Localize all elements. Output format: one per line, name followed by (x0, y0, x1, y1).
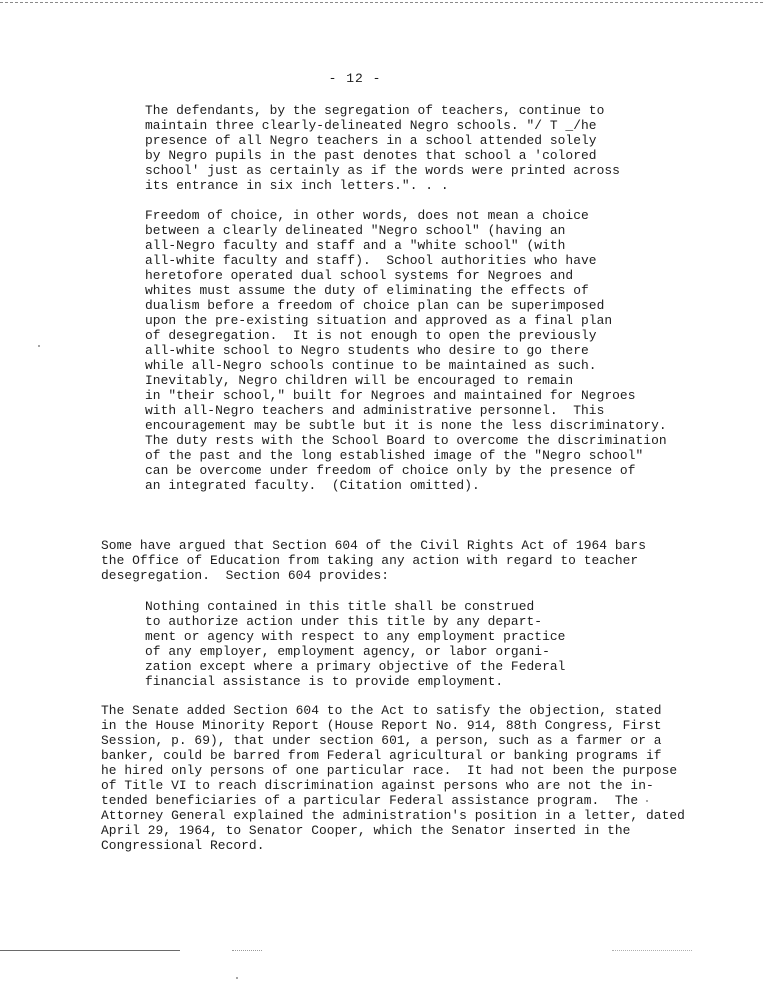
scan-speck (646, 800, 648, 802)
scan-speck (236, 977, 238, 979)
top-scan-edge (0, 2, 763, 3)
bottom-rule-dotted (232, 950, 262, 951)
block-quote-1: The defendants, by the segregation of teachers, continue to maintain three clearly-delineated Negro schools. "/ T _/he presence of all Negro teachers in a school attended solely by Negro pupils in the past denotes that school a 'colored school' just as certainly as if the words were printed across its entrance in six inch letters.". . . (145, 103, 620, 193)
bottom-rule-dotted-right (612, 950, 692, 951)
page-number: - 12 - (328, 71, 382, 86)
body-paragraph-1: Some have argued that Section 604 of the Civil Rights Act of 1964 bars the Office of Education from taking any action with regard to teacher desegregation. Section 604 provides: (101, 538, 646, 583)
block-quote-2: Freedom of choice, in other words, does not mean a choice between a clearly delineated "Negro school" (having an all-Negro faculty and staff and a "white school" (with all-white faculty and staff). School authorities who have heretofore operated dual school systems for Negroes and whites must assume the duty of eliminating the effects of dualism before a freedom of choice plan can be superimposed upon the pre-existing situation and approved as a final plan of desegregation. It is not enough to open the previously all-white school to Negro students who desire to go there while all-Negro schools continue to be maintained as such. Inevitably, Negro children will be encouraged to remain in "their school," built for Negroes and maintained for Negroes with all-Negro teachers and administrative personnel. This encouragement may be subtle but it is none the less discriminatory. The duty rests with the School Board to overcome the discrimination of the past and the long established image of the "Negro school" can be overcome under freedom of choice only by the presence of an integrated faculty. (Citation omitted). (145, 208, 667, 493)
scan-speck (38, 345, 40, 347)
bottom-rule (0, 950, 180, 951)
body-paragraph-2: The Senate added Section 604 to the Act to satisfy the objection, stated in the House Minority Report (House Report No. 914, 88th Congress, First Session, p. 69), that under section 601, a person, such as a farmer or a banker, could be barred from Federal agricultural or banking programs if he hired only persons of one particular race. It had not been the purpose of Title VI to reach discrimination against persons who are not the in- tended beneficiaries of a particular Federal assistance program. The Attorney General explained the administration's position in a letter, dated April 29, 1964, to Senator Cooper, which the Senator inserted in the Congressional Record. (101, 703, 685, 853)
block-quote-3: Nothing contained in this title shall be construed to authorize action under this title by any depart- ment or agency with respect to any employment practice of any employer, employment agency, or labor organi- zation except where a primary objective of the Federal financial assistance is to provide employment. (145, 599, 566, 689)
